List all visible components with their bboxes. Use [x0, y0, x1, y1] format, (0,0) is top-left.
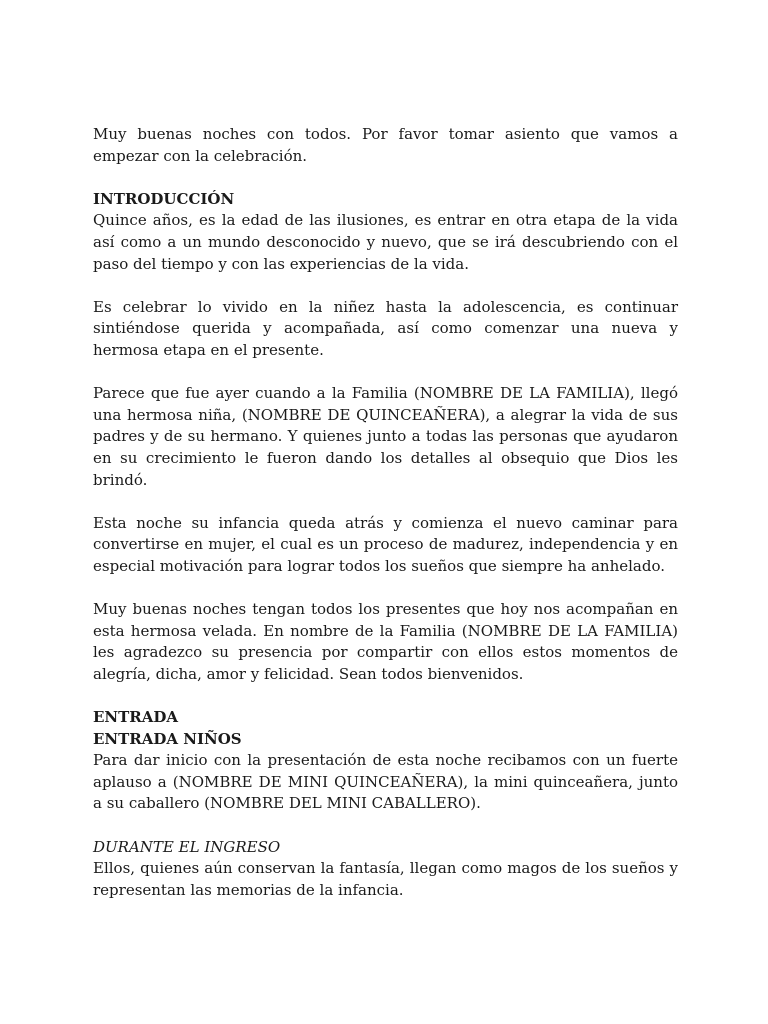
opening-paragraph: Muy buenas noches con todos. Por favor tomar asiento que vamos a empezar con la celebración.	[93, 125, 678, 165]
paragraph-spacer	[93, 577, 678, 599]
document-body	[93, 124, 678, 901]
entrada-ninos-heading: ENTRADA NIÑOS	[93, 729, 242, 748]
paragraph-spacer	[93, 167, 678, 189]
paragraph-spacer	[93, 685, 678, 707]
paragraph-spacer	[93, 491, 678, 513]
entrada-heading: ENTRADA	[93, 708, 179, 727]
introduction-paragraph-3: Parece que fue ayer cuando a la Familia (NOMBRE DE LA FAMILIA), llegó una hermosa niña, (NOMBRE DE QUINCEAÑERA), a alegrar la vida de sus padres y de su hermano. Y quienes junto a todas las personas que ayudaron en su crecimiento le fueron dando los detalles al obsequio que Dios les brindó.	[93, 384, 678, 489]
durante-ingreso-paragraph: Ellos, quienes aún conservan la fantasía, llegan como magos de los sueños y representan las memorias de la infancia.	[93, 859, 678, 899]
paragraph-spacer	[93, 815, 678, 837]
entrada-paragraph: Para dar inicio con la presentación de esta noche recibamos con un fuerte aplauso a (NOMBRE DE MINI QUINCEAÑERA), la mini quinceañera, junto a su caballero (NOMBRE DEL MINI CABALLERO).	[93, 751, 678, 813]
introduction-heading: INTRODUCCIÓN	[93, 189, 235, 208]
welcome-paragraph: Muy buenas noches tengan todos los presentes que hoy nos acompañan en esta hermosa velada. En nombre de la Familia (NOMBRE DE LA FAMILIA) les agradezco su presencia por compartir con ellos estos momentos de alegría, dicha, amor y felicidad. Sean todos bienvenidos.	[93, 600, 678, 683]
introduction-paragraph-2: Es celebrar lo vivido en la niñez hasta la adolescencia, es continuar sintiéndose querida y acompañada, así como comenzar una nueva y hermosa etapa en el presente.	[93, 297, 678, 359]
introduction-paragraph-1: Quince años, es la edad de las ilusiones, es entrar en otra etapa de la vida así como a un mundo desconocido y nuevo, que se irá descubriendo con el paso del tiempo y con las experiencias de la vida.	[93, 211, 678, 273]
paragraph-spacer	[93, 362, 678, 384]
durante-ingreso-subheading: DURANTE EL INGRESO	[93, 837, 281, 856]
introduction-paragraph-4: Esta noche su infancia queda atrás y comienza el nuevo caminar para convertirse en mujer, el cual es un proceso de madurez, independencia y en especial motivación para lograr todos los sueños que siempre ha anhelado.	[93, 513, 678, 575]
paragraph-spacer	[93, 275, 678, 297]
